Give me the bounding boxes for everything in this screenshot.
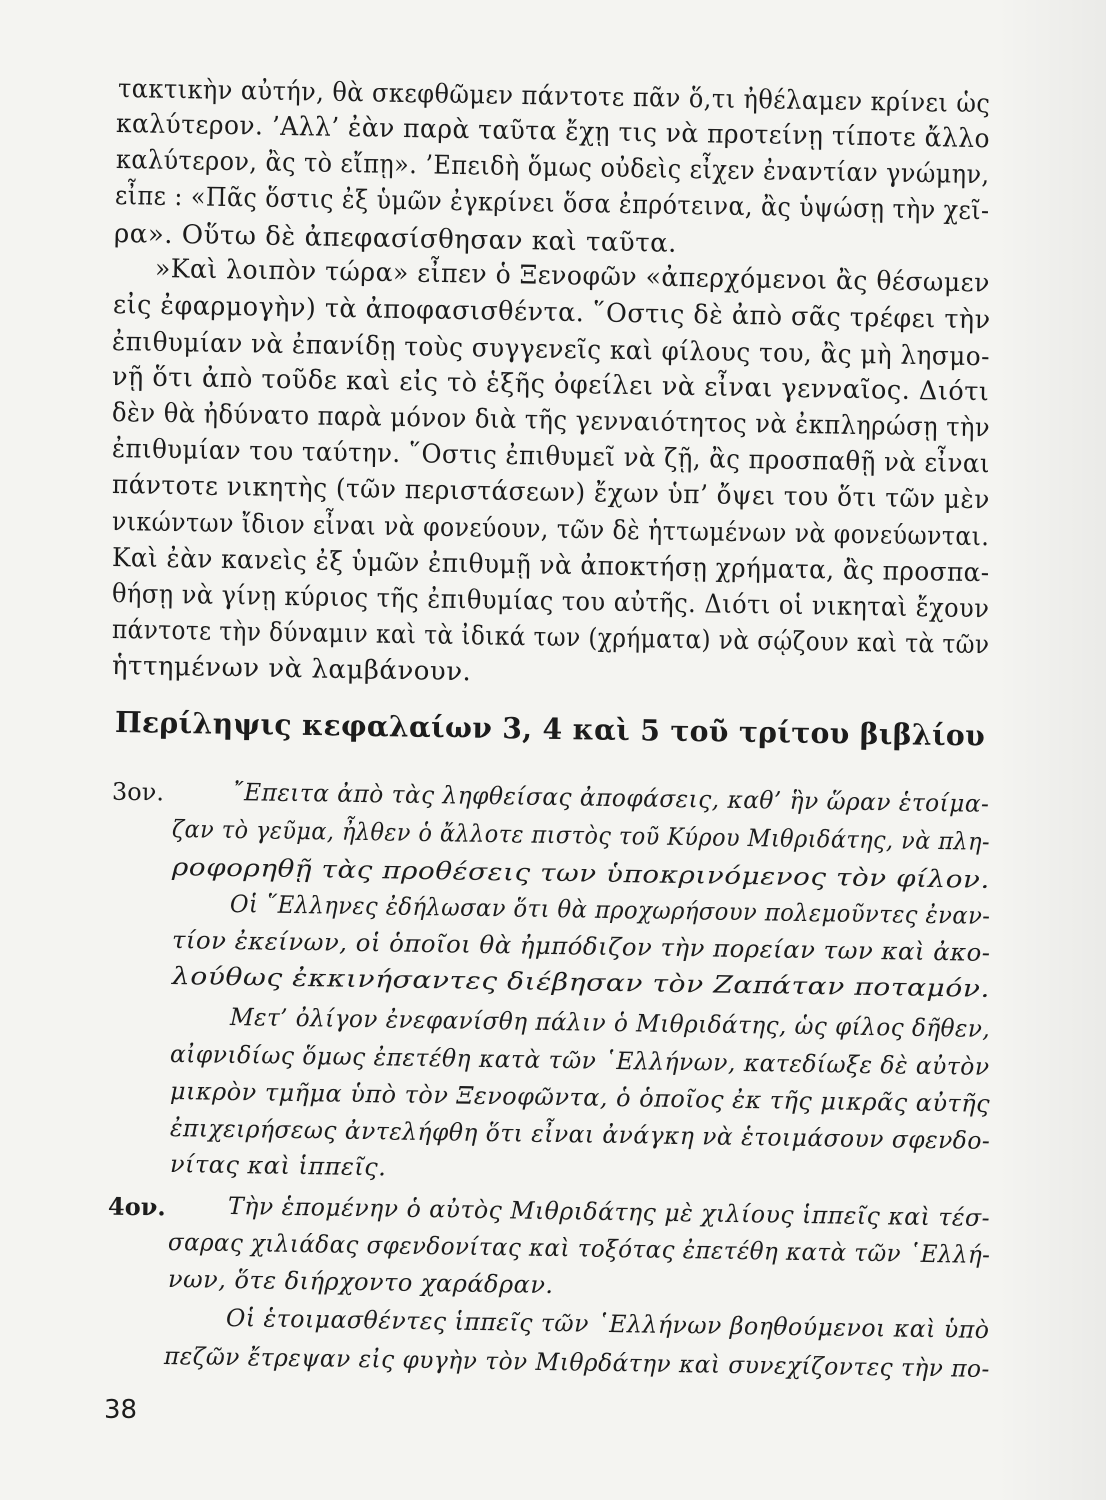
summary-line: πεζῶν ἔτρεψαν εἰς φυγὴν τὸν Μιθρδάτην καὶ συνεχίζοντες τὴν πο-: [163, 1342, 991, 1383]
text-line: πάντοτε τὴν δύναμιν καὶ τὰ ἰδικά των (χρήματα) νὰ σῴζουν καὶ τὰ τῶν: [111, 615, 990, 661]
summary-line: μικρὸν τμῆμα ὑπὸ τὸν Ξενοφῶντα, ὁ ὁποῖος ἐκ τῆς μικρᾶς αὐτῆς: [169, 1077, 991, 1118]
summary-line: ζαν τὸ γεῦμα, ἦλθεν ὁ ἄλλοτε πιστὸς τοῦ Κύρου Μιθριδάτης, νὰ πλη-: [171, 815, 991, 856]
summary-line: Μετ’ ὀλίγον ἐνεφανίσθη πάλιν ὁ Μιθριδάτης, ὡς φίλος δῆθεν,: [229, 1003, 991, 1043]
section-heading: Περίληψις κεφαλαίων 3, 4 καὶ 5 τοῦ τρίτου βιβλίου: [114, 705, 986, 753]
chapter-label: 4ον.: [107, 1191, 166, 1222]
summary-line: Οἱ ῞Ελληνες ἐδήλωσαν ὅτι θὰ προχωρήσουν πολεμοῦντες ἐναν-: [229, 890, 991, 930]
summary-line: ῎Επειτα ἀπὸ τὰς ληφθείσας ἀποφάσεις, καθ’ ἣν ὥραν ἑτοίμα-: [231, 778, 990, 818]
text-line: τακτικὴν αὐτήν, θὰ σκεφθῶμεν πάντοτε πᾶν ὅ,τι ἠθέλαμεν κρίνει ὡς: [117, 74, 991, 120]
text-line: πάντοτε νικητὴς (τῶν περιστάσεων) ἔχων ὑπ’ ὄψει του ὅτι τῶν μὲν: [111, 470, 991, 516]
chapter-label: 3ον.: [111, 777, 165, 807]
summary-line: νων, ὅτε διήρχοντο χαράδραν.: [167, 1265, 554, 1300]
text-line: εἶπε : «Πᾶς ὅστις ἐξ ὑμῶν ἐγκρίνει ὅσα ἐπρότεινα, ἂς ὑψώσῃ τὴν χεῖ-: [114, 181, 990, 227]
text-line: ρα». Οὕτω δὲ ἀπεφασίσθησαν καὶ ταῦτα.: [113, 219, 678, 259]
summary-line: σαρας χιλιάδας σφενδονίτας καὶ τοξότας ἐπετέθη κατὰ τῶν ῾Ελλή-: [167, 1228, 991, 1269]
text-line: καλύτερον. ’Αλλ’ ἐὰν παρὰ ταῦτα ἔχῃ τις νὰ προτείνῃ τίποτε ἄλλο: [115, 109, 991, 155]
text-line: εἰς ἐφαρμογὴν) τὰ ἀποφασισθέντα. ῞Οστις δὲ ἀπὸ σᾶς τρέφει τὴν: [112, 290, 991, 336]
summary-line: Τὴν ἑπομένην ὁ αὐτὸς Μιθριδάτης μὲ χιλίους ἱππεῖς καὶ τέσ-: [227, 1192, 991, 1232]
text-line: δὲν θὰ ἠδύνατο παρὰ μόνον διὰ τῆς γενναιότητος νὰ ἐκπληρώσῃ τὴν: [111, 398, 991, 444]
summary-line: ἐπιχειρήσεως ἀντελήφθη ὅτι εἶναι ἀνάγκη νὰ ἑτοιμάσουν σφενδο-: [169, 1114, 991, 1155]
summary-line: τίον ἐκείνων, οἱ ὁποῖοι θὰ ἠμπόδιζον τὴν πορείαν των καὶ ἀκο-: [171, 926, 991, 967]
summary-line: νίτας καὶ ἱππεῖς.: [169, 1150, 387, 1182]
summary-line: αἰφνιδίως ὅμως ἐπετέθη κατὰ τῶν ῾Ελλήνων, κατεδίωξε δὲ αὐτὸν: [169, 1040, 990, 1081]
text-line: Καὶ ἐὰν κανεὶς ἐξ ὑμῶν ἐπιθυμῇ νὰ ἀποκτήσῃ χρήματα, ἂς προσπα-: [111, 543, 990, 589]
text-line: θήσῃ νὰ γίνῃ κύριος τῆς ἐπιθυμίας του αὐτῆς. Διότι οἱ νικηταὶ ἔχουν: [111, 579, 990, 625]
summary-line: Οἱ ἑτοιμασθέντες ἱππεῖς τῶν ῾Ελλήνων βοηθούμενοι καὶ ὑπὸ: [225, 1304, 990, 1344]
text-line: »Καὶ λοιπὸν τώρα» εἶπεν ὁ Ξενοφῶν «ἀπερχόμενοι ἂς θέσωμεν: [154, 254, 991, 299]
summary-line: λούθως ἐκκινήσαντες διέβησαν τὸν Ζαπάταν ποταμόν.: [171, 962, 991, 1003]
text-line: ἡττημένων νὰ λαμβάνουν.: [111, 651, 472, 688]
page-number: 38: [104, 1395, 138, 1425]
scan-shadow: [996, 0, 1106, 1500]
text-line: νικώντων ἴδιον εἶναι νὰ φονεύουν, τῶν δὲ ἡττωμένων νὰ φονεύωνται.: [111, 507, 990, 553]
text-line: ἐπιθυμίαν του ταύτην. ῞Οστις ἐπιθυμεῖ νὰ ζῇ, ἂς προσπαθῇ νὰ εἶναι: [111, 434, 991, 480]
text-line: ἐπιθυμίαν νὰ ἐπανίδῃ τοὺς συγγενεῖς καὶ φίλους του, ἂς μὴ λησμο-: [111, 327, 991, 373]
summary-line: ροφορηθῇ τὰς προθέσεις των ὑποκρινόμενος τὸν φίλον.: [171, 853, 991, 894]
text-line: καλύτερον, ἂς τὸ εἴπῃ». ’Επειδὴ ὅμως οὐδεὶς εἶχεν ἐναντίαν γνώμην,: [115, 145, 990, 191]
text-line: νῇ ὅτι ἀπὸ τοῦδε καὶ εἰς τὸ ἑξῆς ὀφείλει νὰ εἶναι γενναῖος. Διότι: [111, 362, 990, 408]
